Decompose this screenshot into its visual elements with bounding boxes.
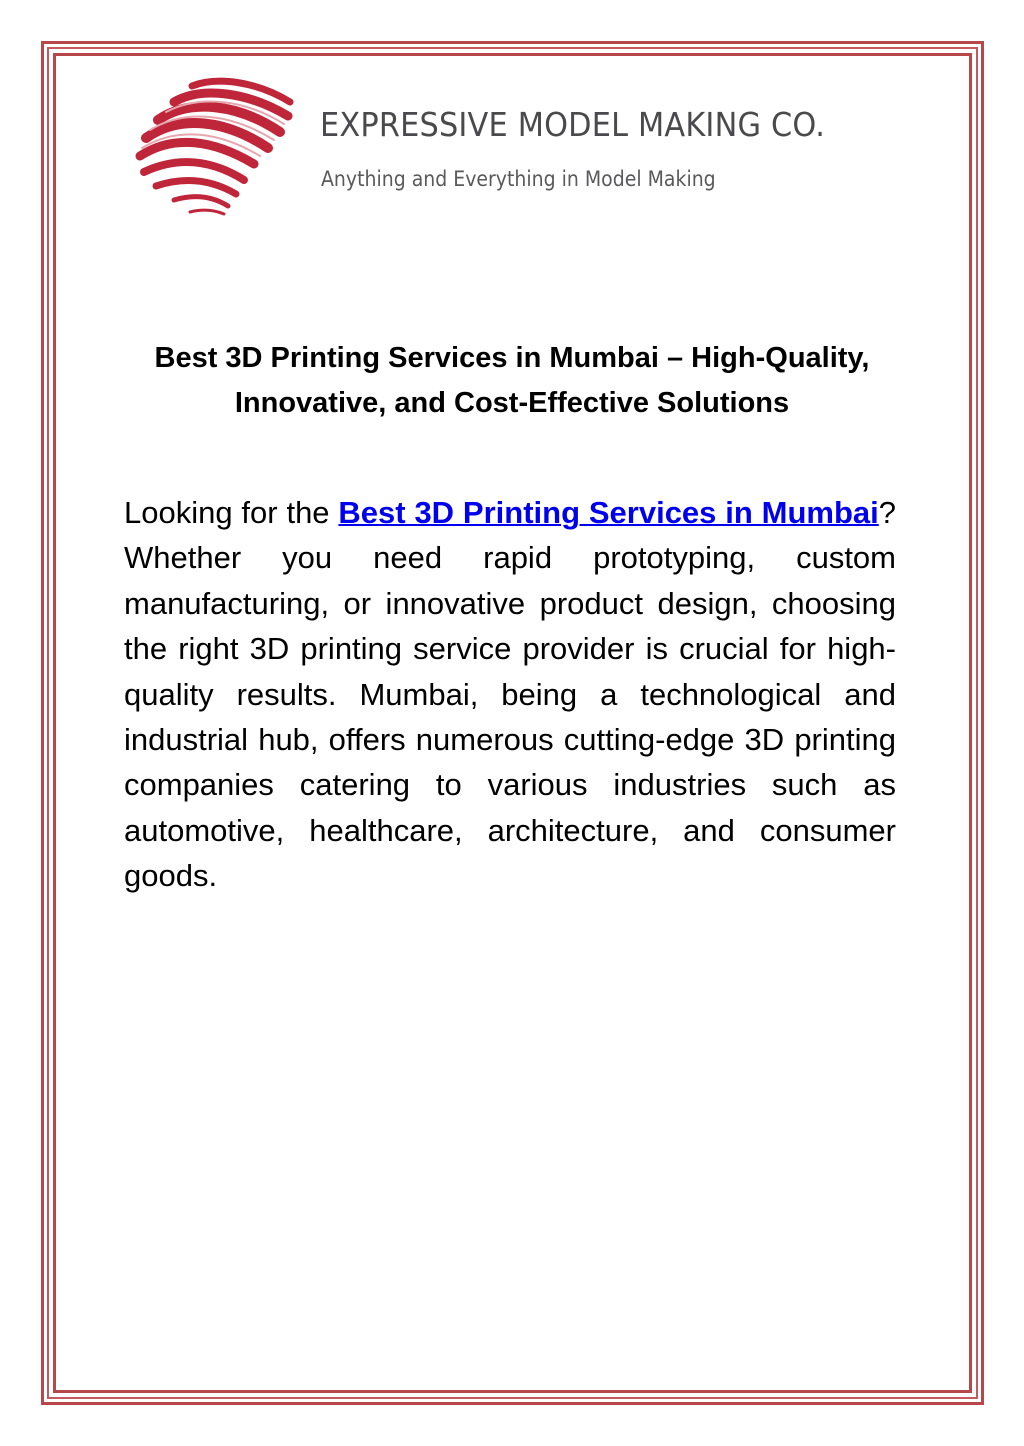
intro-text-before-link: Looking for the (124, 495, 339, 530)
best-3d-printing-services-link[interactable]: Best 3D Printing Services in Mumbai (338, 495, 879, 530)
company-name: EXPRESSIVE MODEL MAKING CO. (320, 105, 826, 144)
document-title: Best 3D Printing Services in Mumbai – High-Quality, Innovative, and Cost-Effective Solutions (154, 342, 870, 419)
wave-swirl-logo-icon (130, 72, 300, 220)
intro-paragraph (124, 490, 896, 899)
intro-text-after-link: ? Whether you need rapid prototyping, custom manufacturing, or innovative product design, choosing the right 3D printing service provider is crucial for high-quality results. Mumbai, being a technological and industrial hub, offers numerous cutting-edge 3D printing companies catering to various industries such as automotive, healthcare, architecture, and consumer goods. (124, 495, 897, 894)
company-tagline: Anything and Everything in Model Making (321, 167, 716, 191)
company-logo (130, 72, 910, 222)
